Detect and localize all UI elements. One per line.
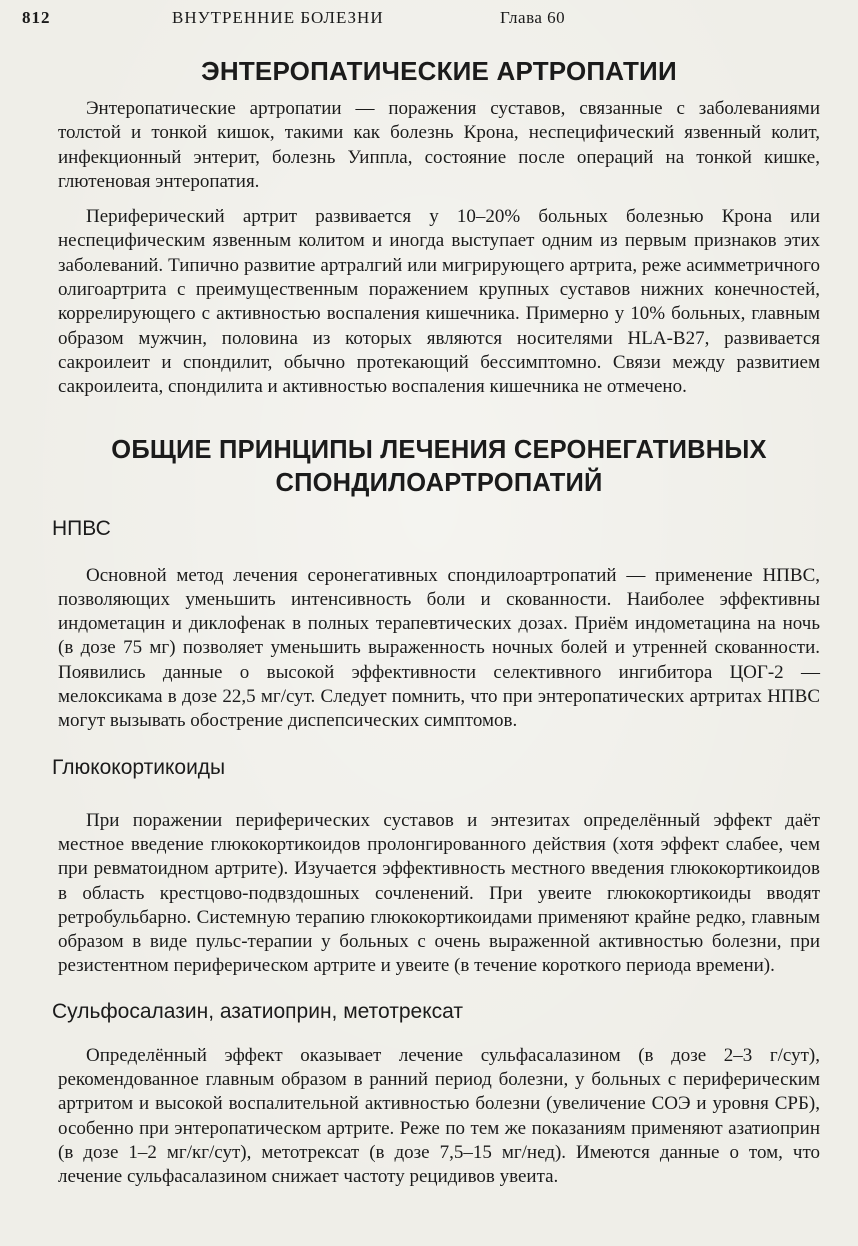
subsection-heading-dmards: Сульфосалазин, азатиоприн, метотрексат bbox=[52, 999, 463, 1023]
subsection-heading-glucocorticoids: Глюкокортикоиды bbox=[52, 755, 226, 779]
paragraph: Периферический артрит развивается у 10–20% больных болезнью Крона или неспецифическим язвенным колитом и иногда выступает одним из первым признаков этих заболеваний. Типично развитие артралгий или мигрирующего артрита, реже асимметричного олигоартрита с преимущественным поражением крупных суставов нижних конечностей, коррелирующего с активностью воспаления кишечника. Примерно у 10% больных, главным образом мужчин, половина из которых являются носителями HLA-B27, развивается сакроилеит и спондилит, обычно протекающий бессимптомно. Связи между развитием сакроилеита, спондилита и активностью воспаления кишечника не отмечено. bbox=[58, 206, 820, 398]
paragraph: Определённый эффект оказывает лечение сульфасалазином (в дозе 2–3 г/сут), рекомендованное главным образом в ранний период болезни, у больных с периферическим артритом и высокой воспалительной активностью болезни (увеличение СОЭ и уровня СРБ), особенно при энтеропатическом артрите. Реже по тем же показаниям применяют азатиоприн (в дозе 1–2 мг/кг/сут), метотрексат (в дозе 7,5–15 мг/нед). Имеются данные о том, что лечение сульфасалазином снижает частоту рецидивов увеита. bbox=[58, 1044, 820, 1188]
book-title: ВНУТРЕННИЕ БОЛЕЗНИ bbox=[172, 8, 384, 27]
page-content bbox=[52, 44, 820, 1190]
paragraph: Основной метод лечения серонегативных спондилоартропатий — применение НПВС, позволяющих уменьшить интенсивность боли и скованности. Наиболее эффективны индометацин и диклофенак в полных терапевтических дозах. Приём индометацина на ночь (в дозе 75 мг) позволяет уменьшить выраженность ночных болей и утренней скованности. Появились данные о высокой эффективности селективного ингибитора ЦОГ-2 — мелоксикама в дозе 22,5 мг/сут. Следует помнить, что при энтеропатических артритах НПВС могут вызывать обострение диспепсических симптомов. bbox=[58, 564, 820, 732]
section-title-enteropathic: ЭНТЕРОПАТИЧЕСКИЕ АРТРОПАТИИ bbox=[201, 56, 677, 86]
page-number: 812 bbox=[22, 8, 51, 27]
paragraph: Энтеропатические артропатии — поражения суставов, связанные с заболеваниями толстой и тонкой кишок, такими как болезнь Крона, неспецифический язвенный колит, инфекционный энтерит, болезнь Уиппла, состояние после операций на тонкой кишке, глютеновая энтеропатия. bbox=[58, 98, 820, 192]
running-header bbox=[22, 8, 836, 34]
section-title-treatment: ОБЩИЕ ПРИНЦИПЫ ЛЕЧЕНИЯ СЕРОНЕГАТИВНЫХ СПОНДИЛОАРТРОПАТИЙ bbox=[111, 435, 767, 497]
chapter-label: Глава 60 bbox=[500, 8, 566, 27]
paragraph: При поражении периферических суставов и энтезитах определённый эффект даёт местное введение глюкокортикоидов пролонгированного действия (хотя эффект слабее, чем при ревматоидном артрите). Изучается эффективность местного введения глюкокортикоидов в область крестцово-подвздошных сочленений. При увеите глюкокортикоиды вводят ретробульбарно. Системную терапию глюкокортикоидами применяют крайне редко, главным образом в виде пульс-терапии у больных с очень выраженной активностью болезни, при резистентном периферическом артрите и увеите (в течение короткого периода времени). bbox=[58, 809, 820, 977]
subsection-heading-nsaid: НПВС bbox=[52, 516, 111, 540]
